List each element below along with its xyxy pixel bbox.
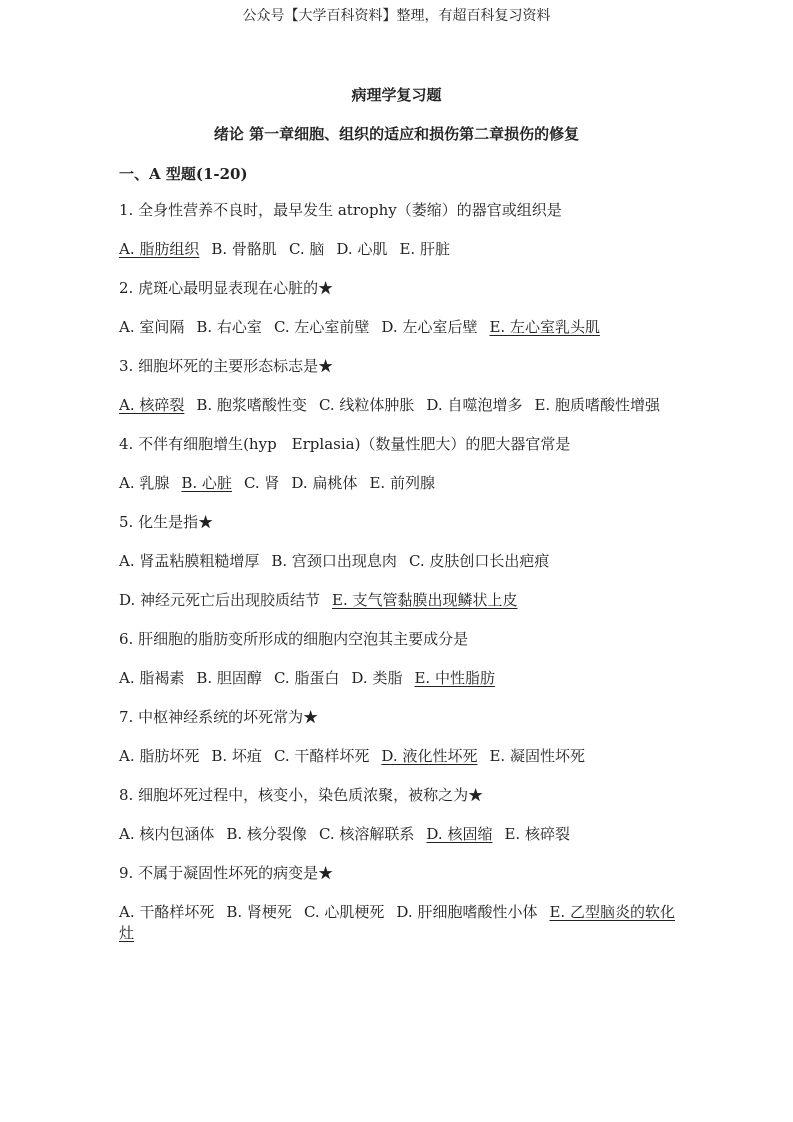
answer-options — [119, 746, 679, 767]
answer-options — [119, 590, 679, 611]
page-header: 公众号【大学百科资料】整理，有超百科复习资料 — [242, 8, 551, 24]
answer-option: C. 心肌梗死 — [303, 903, 385, 921]
answer-options — [119, 668, 679, 689]
answer-options — [119, 239, 679, 260]
answer-option: E. 凝固性坏死 — [489, 747, 585, 765]
answer-option: D. 扁桃体 — [291, 474, 358, 492]
section-heading: 一、A 型题(1-20) — [119, 165, 248, 183]
correct-answer-option: A. 脂肪组织 — [119, 240, 200, 258]
correct-answer-option: D. 核固缩 — [426, 825, 493, 843]
correct-answer-option: E. 支气管黏膜出现鳞状上皮 — [332, 591, 518, 609]
answer-option: A. 肾盂粘膜粗糙增厚 — [119, 552, 260, 570]
correct-answer-option: E. 乙型脑炎的软化灶 — [119, 903, 675, 942]
question-text: 4. 不伴有细胞增生(hyp Erplasia)（数量性肥大）的肥大器官常是 — [119, 435, 571, 453]
answer-options — [119, 473, 679, 494]
answer-option: C. 肾 — [243, 474, 280, 492]
answer-options — [119, 824, 679, 845]
answer-options — [119, 902, 679, 944]
question-text: 1. 全身性营养不良时，最早发生 atrophy（萎缩）的器官或组织是 — [119, 201, 562, 219]
answer-option: A. 脂褐素 — [119, 669, 185, 687]
correct-answer-option: D. 液化性坏死 — [381, 747, 478, 765]
answer-option: B. 胞浆嗜酸性变 — [196, 396, 307, 414]
answer-option: D. 左心室后壁 — [381, 318, 478, 336]
question-text: 9. 不属于凝固性坏死的病变是★ — [119, 864, 334, 882]
answer-option: B. 坏疽 — [211, 747, 262, 765]
answer-option: D. 肝细胞嗜酸性小体 — [396, 903, 538, 921]
correct-answer-option: A. 核碎裂 — [119, 396, 185, 414]
answer-option: C. 皮肤创口长出疤痕 — [408, 552, 550, 570]
answer-option: A. 脂肪坏死 — [119, 747, 200, 765]
answer-option: C. 脂蛋白 — [273, 669, 340, 687]
answer-option: D. 类脂 — [351, 669, 403, 687]
question-text: 7. 中枢神经系统的坏死常为★ — [119, 708, 319, 726]
correct-answer-option: E. 左心室乳头肌 — [489, 318, 600, 336]
answer-option: C. 左心室前壁 — [273, 318, 370, 336]
answer-option: B. 宫颈口出现息肉 — [271, 552, 397, 570]
correct-answer-option: B. 心脏 — [181, 474, 232, 492]
question-list — [119, 200, 679, 962]
answer-option: B. 胆固醇 — [196, 669, 262, 687]
answer-option: D. 神经元死亡后出现胶质结节 — [119, 591, 321, 609]
answer-options — [119, 395, 679, 416]
answer-option: B. 肾梗死 — [226, 903, 292, 921]
answer-option: E. 胞质嗜酸性增强 — [534, 396, 660, 414]
answer-option: C. 脑 — [288, 240, 325, 258]
answer-option: B. 骨骼肌 — [211, 240, 277, 258]
answer-option: E. 前列腺 — [369, 474, 435, 492]
correct-answer-option: E. 中性脂肪 — [414, 669, 495, 687]
answer-option: A. 干酪样坏死 — [119, 903, 215, 921]
answer-option: B. 右心室 — [196, 318, 262, 336]
question-text: 6. 肝细胞的脂肪变所形成的细胞内空泡其主要成分是 — [119, 630, 469, 648]
page-title: 病理学复习题 — [351, 86, 442, 104]
answer-option: D. 心肌 — [336, 240, 388, 258]
answer-option: C. 核溶解联系 — [318, 825, 415, 843]
answer-option: E. 肝脏 — [399, 240, 450, 258]
answer-options — [119, 551, 679, 572]
question-text: 8. 细胞坏死过程中，核变小，染色质浓聚，被称之为★ — [119, 786, 484, 804]
answer-option: A. 乳腺 — [119, 474, 170, 492]
answer-option: B. 核分裂像 — [226, 825, 307, 843]
question-text: 3. 细胞坏死的主要形态标志是★ — [119, 357, 334, 375]
answer-option: E. 核碎裂 — [504, 825, 570, 843]
answer-option: A. 核内包涵体 — [119, 825, 215, 843]
answer-option: C. 线粒体肿胀 — [318, 396, 415, 414]
answer-options — [119, 317, 679, 338]
chapter-subtitle: 绪论 第一章细胞、组织的适应和损伤第二章损伤的修复 — [213, 125, 580, 143]
answer-option: C. 干酪样坏死 — [273, 747, 370, 765]
question-text: 5. 化生是指★ — [119, 513, 214, 531]
question-text: 2. 虎斑心最明显表现在心脏的★ — [119, 279, 334, 297]
answer-option: A. 室间隔 — [119, 318, 185, 336]
answer-option: D. 自噬泡增多 — [426, 396, 523, 414]
